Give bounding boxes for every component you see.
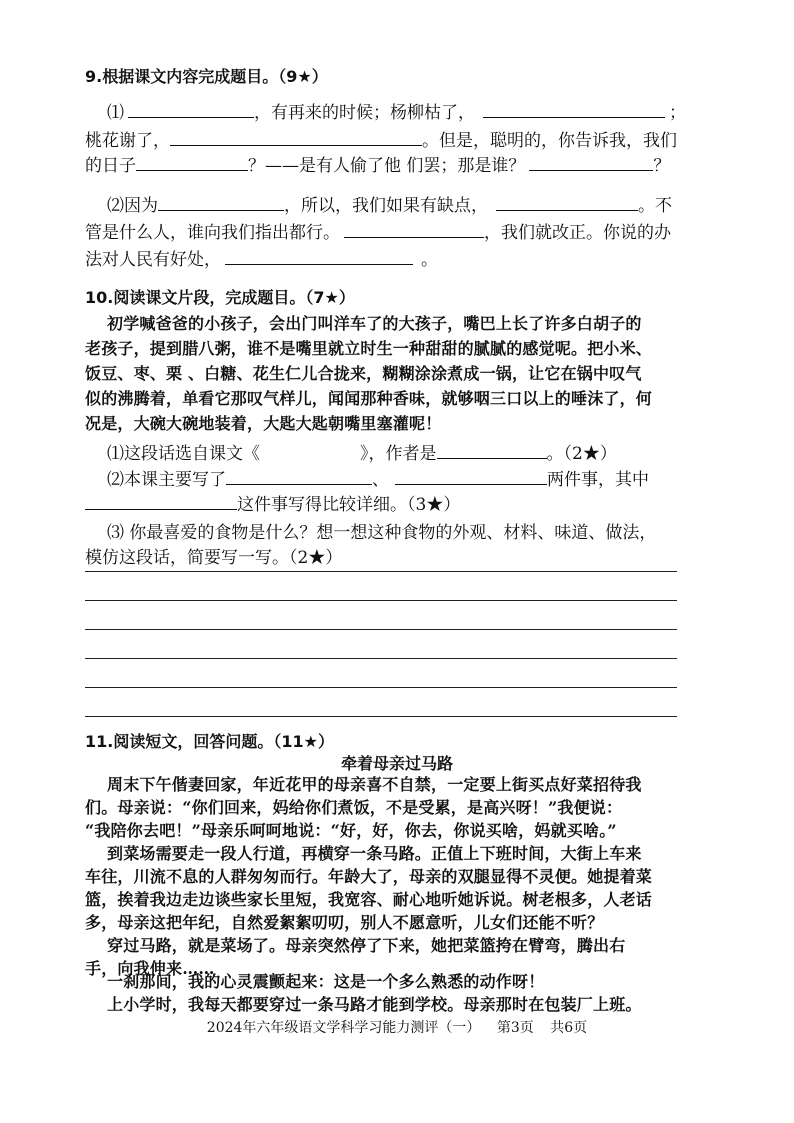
- q9-blank-7[interactable]: [496, 192, 638, 211]
- q11-passage-line: 周末下午偕妻回家，年近花甲的母亲喜不自禁，一定要上街买点好菜招待我: [107, 775, 642, 794]
- q11-passage-line: 到菜场需要走一段人行道，再横穿一条马路。正值上下班时间，大街上车来: [107, 844, 642, 863]
- footer-exam-title: 2024年六年级语文学科学习能力测评（一）: [206, 1020, 481, 1036]
- q9-p2-text-d: 管是什么人，谁向我们指出都行。: [85, 223, 340, 243]
- q11-passage-line: 手，向我伸来……: [85, 959, 215, 978]
- q11-passage-line: 车往，川流不息的人群匆匆而行。年龄大了，母亲的双腿显得不灵便。她提着菜: [85, 867, 653, 886]
- q9-p2-line2: [85, 219, 671, 244]
- q9-blank-3[interactable]: [170, 127, 422, 146]
- q9-blank-8[interactable]: [344, 219, 484, 238]
- q11-passage-line: 一刹那间，我的心灵震颤起来：这是一个多么熟悉的动作呀！: [107, 972, 545, 991]
- q10-sub1-text-c: 。（2★）: [546, 444, 617, 464]
- writing-line[interactable]: [85, 629, 677, 630]
- q10-sub2-line1: [107, 466, 649, 491]
- q10-sub1-text-a: ⑴这段话选自课文《: [107, 444, 260, 464]
- q10-sub3-line2: 模仿这段话，简要写一写。（2★）: [85, 548, 343, 568]
- q10-sub1: [107, 440, 617, 465]
- q10-passage-line: 饭豆、枣、栗 、白糖、花生仁儿合拢来，糊糊涂涂煮成一锅，让它在锅中叹气: [85, 364, 642, 383]
- q10-passage-line: 老孩子，提到腊八粥，谁不是嘴里就立时生一种甜甜的腻腻的感觉呢。把小米、: [85, 339, 653, 358]
- q10-passage-line: 况是，大碗大碗地装着，大匙大匙朝嘴里塞灌呢！: [85, 414, 442, 433]
- q11-passage-line: 篮，挨着我边走边谈些家长里短，我宽容、耐心地听她诉说。树老根多，人老话: [85, 890, 653, 909]
- q9-p1-line1: [107, 99, 686, 124]
- q10-sub2-text-d: 这件事写得比较详细。（3★）: [237, 495, 461, 515]
- q9-p1-text-h: ？: [653, 156, 671, 176]
- q9-p2-line1: [107, 192, 672, 217]
- q10-sub2-line2: [85, 491, 460, 516]
- q10-passage-line: 初学喊爸爸的小孩子，会出门叫洋车了的大孩子，嘴巴上长了许多白胡子的: [107, 314, 642, 333]
- q9-p1-text-b: ，有再来的时候；杨柳枯了，: [254, 103, 475, 123]
- q9-p2-text-g: 。: [421, 250, 438, 270]
- q9-p1-text-e: 。但是，聪明的，你告诉我，我们: [422, 131, 677, 151]
- q9-p1-label: ⑴: [107, 103, 124, 123]
- q9-blank-4[interactable]: [136, 152, 248, 171]
- q9-blank-1[interactable]: [128, 99, 254, 118]
- writing-line[interactable]: [85, 600, 677, 601]
- q9-blank-9[interactable]: [225, 246, 413, 265]
- q11-passage-line: 穿过马路，就是菜场了。母亲突然停了下来，她把菜篮挎在臂弯，腾出右: [107, 936, 626, 955]
- q11-heading: 11.阅读短文，回答问题。（11★）: [85, 732, 334, 751]
- q10-blank-event2[interactable]: [395, 466, 547, 485]
- page-footer: [0, 1017, 794, 1037]
- q9-blank-6[interactable]: [158, 192, 284, 211]
- q9-p2-text-b: ，所以，我们如果有缺点，: [284, 196, 488, 216]
- q10-sub2-text-c: 两件事，其中: [547, 470, 649, 490]
- footer-total-pages: 共6页: [550, 1020, 588, 1036]
- writing-line[interactable]: [85, 716, 677, 717]
- q9-p2-text-e: ，我们就改正。你说的办: [484, 223, 671, 243]
- q10-sub2-text-b: 、: [372, 470, 389, 490]
- q10-passage-line: 似的沸腾着，单看它那叹气样儿，闻闻那种香味，就够咽三口以上的唾沫了，何: [85, 389, 653, 408]
- writing-line[interactable]: [85, 687, 677, 688]
- q11-passage-line: 们。母亲说：“你们回来，妈给你们煮饭，不是受累，是高兴呀！”我便说：: [85, 798, 623, 817]
- q9-p1-text-c: ；: [669, 103, 686, 123]
- q10-sub1-text-b: 》，作者是: [360, 444, 437, 464]
- q11-passage-line: 上小学时，我每天都要穿过一条马路才能到学校。母亲那时在包装厂上班。: [107, 995, 642, 1014]
- q9-p2-line3: [85, 246, 438, 271]
- q9-p1-line2: [85, 127, 677, 152]
- q11-passage-line: “我陪你去吧！”母亲乐呵呵地说：“好，好，你去，你说买啥，妈就买啥。”: [85, 821, 617, 840]
- q9-blank-2[interactable]: [483, 99, 665, 118]
- q9-p2-text-a: ⑵因为: [107, 196, 158, 216]
- q9-p1-text-d: 桃花谢了，: [85, 131, 170, 151]
- q11-passage-line: 多，母亲这把年纪，自然爱絮絮叨叨，别人不愿意听，儿女们还能不听？: [85, 913, 604, 932]
- q10-blank-event1[interactable]: [226, 466, 372, 485]
- q10-blank-author[interactable]: [437, 440, 547, 459]
- q9-blank-5[interactable]: [529, 152, 653, 171]
- q10-heading: 10.阅读课文片段，完成题目。（7★）: [85, 288, 355, 307]
- q10-sub3-line1: ⑶ 你最喜爱的食物是什么？想一想这种食物的外观、材料、味道、做法，: [107, 523, 657, 543]
- q9-p2-text-f: 法对人民有好处，: [85, 250, 221, 270]
- footer-page-number: 第3页: [496, 1020, 534, 1036]
- q9-p1-text-f: 的日子: [85, 156, 136, 176]
- q11-article-title: 牵着母亲过马路: [340, 754, 453, 773]
- q9-heading: 9.根据课文内容完成题目。（9★）: [85, 67, 328, 86]
- q10-blank-detailed[interactable]: [85, 491, 237, 510]
- q9-p1-text-g: ？——是有人偷了他 们罢；那是谁？: [248, 156, 526, 176]
- q9-p2-text-c: 。不: [638, 196, 672, 216]
- writing-line[interactable]: [85, 658, 677, 659]
- q10-sub2-text-a: ⑵本课主要写了: [107, 470, 226, 490]
- q9-p1-line3: [85, 152, 670, 177]
- writing-line[interactable]: [85, 571, 677, 572]
